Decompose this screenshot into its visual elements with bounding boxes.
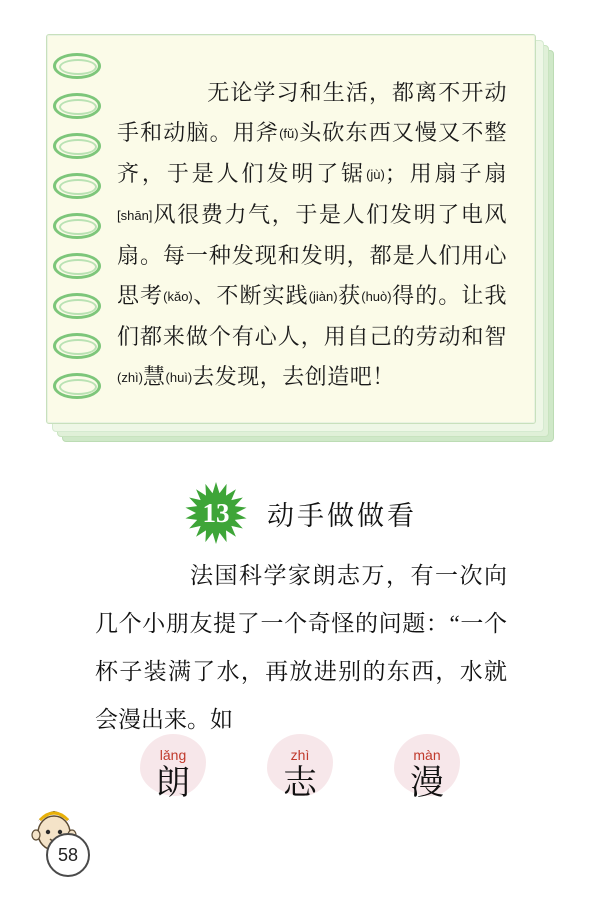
inline-pinyin: (fǔ) [279,126,299,141]
spiral-binding [47,35,103,423]
body-paragraph: 法国科学家朗志万，有一次向几个小朋友提了一个奇怪的问题：“一个杯子装满了水，再放进别的东西，水就会漫出来。如 [95,563,507,732]
spiral-ring [53,93,101,119]
new-character-item [130,722,216,804]
spiral-ring [53,253,101,279]
paragraph-text: 慧 [143,364,166,389]
new-characters-row [130,722,470,804]
paragraph-text: ；用扇子扇 [384,161,507,186]
paragraph-text: 无论学习和生活，都离不开动手和动脑。用斧 [117,80,507,145]
inline-pinyin: (zhì) [117,370,143,385]
paragraph-text: 头砍东西又慢又不整齐，于是人们发明了锯 [117,120,507,186]
paragraph-text: 获 [337,283,362,308]
character-pinyin: zhì [290,747,310,763]
new-character-item [384,722,470,804]
inline-pinyin: (huì) [165,370,193,385]
notebook-page [46,34,536,424]
character-glyph: 朗 [156,765,190,802]
inline-pinyin: [shān] [117,208,153,223]
spiral-ring [53,173,101,199]
spiral-ring [53,373,101,399]
lesson-number: 13 [202,497,230,528]
paragraph-text: 去发现，去创造吧！ [192,364,395,389]
page-footer [0,807,600,887]
character-pinyin: màn [413,747,441,763]
lesson-body [95,552,507,744]
notebook-card [46,34,558,444]
spiral-ring [53,293,101,319]
character-glyph: 漫 [410,765,444,802]
paragraph-text: 、不断实践 [192,283,309,308]
spiral-ring [53,333,101,359]
character-pinyin: lǎng [159,747,187,763]
spiral-ring [53,133,101,159]
new-character-item [257,722,343,804]
character-glyph: 志 [283,765,317,802]
lesson-title: 动手做做看 [267,500,417,531]
paragraph-text: 风很费力气，于是人们发明了电风扇。每一种发现和发明，都是人们用心思考 [117,202,507,308]
lesson-heading [0,480,600,546]
spiral-ring [53,213,101,239]
paragraph-text: 得的。让我们都来做个有心人，用自己的劳动和智 [117,283,507,349]
inline-pinyin: (huò) [361,289,392,304]
inline-pinyin: (jiàn) [308,289,338,304]
spiral-ring [53,53,101,79]
notebook-paragraph [117,73,507,398]
starburst-icon [183,480,249,546]
inline-pinyin: (jù) [366,167,385,182]
page-number: 58 [46,833,90,877]
inline-pinyin: (kǎo) [163,289,193,304]
